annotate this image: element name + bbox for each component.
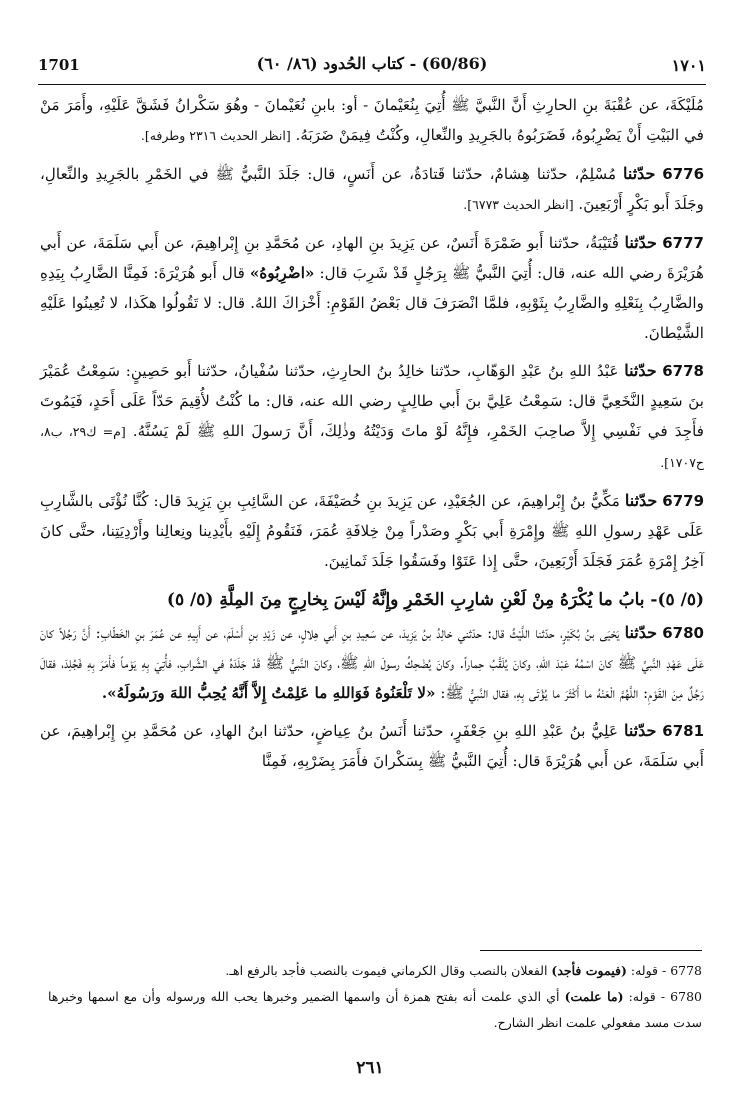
page-number-latin: 1701 <box>38 56 80 74</box>
hadith-text: مَكِّيُّ بنُ إِبْراهِيمَ، عن الجُعَيْدِ، عن يَزِيدَ بنِ خُصَيْفَةَ، عن السَّائِبِ بنِ يَزِيدَ قال: كُنَّا نُؤْتَى بالشَّارِبِ عَلَى عَهْدِ رسولِ اللهِ ﷺ وإِمْرَةِ أَبي بَكْرٍ وصَدْراً مِنْ خِلافَةِ عُمَرَ، فَنَقُومُ إِلَيْهِ بأَيْدِينا ونِعالِنا وأَرْدِيَتِنا، حتَّى كانَ آخِرُ إِمْرَةِ عُمَرَ فَجَلَدَ أَرْبَعِينَ، حتَّى إِذا عَتَوْا وفَسَقُوا جَلَدَ ثَمانِينَ. <box>40 492 704 570</box>
hadith-text: عَلِيُّ بنُ عَبْدِ اللهِ بنِ جَعْفَرٍ، حدّثنا أَنَسُ بنُ عِياضٍ، حدّثنا ابنُ الهادِ، عن مُحَمَّدِ بنِ إِبْراهِيمَ، عن أَبي سَلَمَةَ، عن أَبي هُرَيْرَةَ قال: أُتِيَ النَّبيُّ ﷺ بِسَكْرانَ فأَمَرَ بِضَرْبِهِ، فَمِنَّا <box>40 722 704 770</box>
hadith-6778 <box>40 356 704 478</box>
footnote <box>48 958 702 984</box>
footnote-text: أي الذي علمت أنه بفتح همزة أن واسمها الضمير وخبرها يحب الله ورسوله وأن مع اسمها وخبرها سدت مسد مفعولي علمت انظر الشارح. <box>48 989 702 1030</box>
narration-keyword: حدّثنا <box>623 164 656 183</box>
hadith-number: 6776 <box>662 165 705 183</box>
cross-reference: [م= ك٢٩، ب٨، ح١٧٠٧]. <box>40 424 704 470</box>
hadith-text: عَبْدُ اللهِ بنُ عَبْدِ الوَهّابِ، حدّثنا خالِدُ بنُ الحارِثِ، حدّثنا سُفْيانُ، حدّثنا أَبو حَصِينٍ: سَمِعْتُ عُمَيْرَ بنَ سَعِيدٍ النَّخَعِيَّ قال: سَمِعْتُ عَلِيَّ بنَ أَبي طالِبٍ رضي الله عنه، قال: ما كُنْتُ لأُقِيمَ حَدّاً عَلَى أَحَدٍ، فَيَمُوتَ فأَجِدَ في نَفْسِي إِلاَّ صاحِبَ الخَمْرِ، فإِنَّهُ لَوْ ماتَ وَدَيْتُهُ وذٰلِكَ، أَنَّ رَسولَ اللهِ ﷺ لَمْ يَسُنَّهُ. <box>40 362 704 440</box>
hadith-6780 <box>40 618 704 708</box>
narration-keyword: حدّثنا <box>624 233 657 252</box>
running-header <box>38 52 706 82</box>
page-number-arabic: ١٧٠١ <box>671 56 706 75</box>
footnote-divider <box>480 950 702 951</box>
hadith-6779 <box>40 486 704 576</box>
footnote-text: الفعلان بالنصب وقال الكرماني فيموت بالنصب فأجد بالرفع اهـ. <box>225 963 548 978</box>
prophetic-quote: «اضْرِبُوهُ» <box>249 264 315 282</box>
hadith-number: 6779 <box>662 492 705 510</box>
chapter-heading: (٥/ ٥)- بابُ ما يُكْرَهُ مِنْ لَعْنِ شارِبِ الخَمْرِ وإِنَّهُ لَيْسَ بِخارِجٍ مِنَ المِلَّةِ (٥/ ٥) <box>166 590 704 610</box>
footnote-term: (فيموت فأجد) <box>551 963 627 978</box>
footnote-lead: 6778 - قوله: <box>630 963 702 978</box>
header-divider <box>38 84 706 85</box>
narration-keyword: حدّثنا <box>624 491 658 510</box>
footnote-lead: 6780 - قوله: <box>628 989 702 1004</box>
hadith-6776 <box>40 159 704 220</box>
footnote-term: (ما علمت) <box>564 989 624 1004</box>
continuation-paragraph <box>40 90 704 151</box>
footnotes <box>48 958 702 1036</box>
hadith-number: 6781 <box>662 722 705 740</box>
hadith-6777 <box>40 228 704 348</box>
running-title: (60/86) - كتاب الحُدود (٨٦/ ٦٠) <box>256 54 488 73</box>
hadith-number: 6778 <box>662 362 704 380</box>
main-text <box>40 90 704 776</box>
hadith-number: 6777 <box>662 234 704 252</box>
prophetic-quote: «لا تَلْعَنُوهُ فَوَاللهِ ما عَلِمْتُ إِلاَّ أَنَّهُ يُحِبُّ اللهَ ورَسُولَهُ». <box>101 684 436 702</box>
narration-keyword: حدّثنا <box>623 721 657 740</box>
footer-page-number: ٢٦١ <box>356 1058 384 1078</box>
hadith-text: يَحْيَى بنُ بُكَيْرٍ، حدّثنا اللَّيْثُ قال: حدّثني خالِدُ بنُ يَزِيدَ، عن سَعِيدِ بنِ أَبي هِلالٍ، عن زَيْدِ بنِ أَسْلَمَ، عن أَبِيهِ عن عُمَرَ بنِ الخَطّابِ: أَنَّ رَجُلاً كانَ عَلَى عَهْدِ النَّبيِّ ﷺ كانَ اسْمُهُ عَبْدَ اللهِ، وكانَ يُلَقَّبُ حِماراً. وكانَ يُضْحِكُ رسولَ اللهِ ﷺ، وكانَ النَّبيُّ ﷺ قَدْ جَلَدَهُ في الشَّرابِ، فأُتِيَ بِهِ يَوْماً فأَمَرَ بِهِ فَجُلِدَ، فقالَ رَجُلٌ مِنَ القَوْمِ: اللَّهُمَّ الْعَنْهُ ما أَكْثَرَ ما يُؤْتَى بِهِ، فقال النَّبيُّ ﷺ: <box>40 624 704 702</box>
footnote <box>48 984 702 1036</box>
hadith-6781 <box>40 716 704 776</box>
cross-reference: [انظر الحديث ٢٣١٦ وطرفه]. <box>140 128 291 143</box>
hadith-number: 6780 <box>662 624 704 642</box>
hadith-text: مُسْلِمٌ، حدّثنا هِشامٌ، حدّثنا قَتادَةُ، عن أَنَسٍ، قال: جَلَدَ النَّبيُّ ﷺ في الخَمْرِ بالجَرِيدِ والنِّعالِ، وجَلَدَ أَبو بَكْرٍ أَرْبَعِينَ. <box>40 165 704 213</box>
hadith-text-continued: قال أَبو هُرَيْرَةَ: فَمِنَّا الضَّارِبُ بِيَدِهِ والضَّارِبُ بِنَعْلِهِ والضَّارِبُ بِثَوْبِهِ، فلمَّا انْصَرَفَ قال بَعْضُ القَوْمِ: أَخْزاكَ اللهُ. قال: لا تَقُولُوا هكَذا، لا تُعِينُوا عَلَيْهِ الشَّيْطانَ. <box>40 264 704 342</box>
cross-reference: [انظر الحديث ٦٧٧٣]. <box>463 197 574 212</box>
narration-keyword: حدّثنا <box>624 623 658 642</box>
continuation-text: مُلَيْكَةَ، عن عُقْبَةَ بنِ الحارِثِ أَنَّ النَّبيَّ ﷺ أُتِيَ بِنُعَيْمانَ - أو: بابنِ نُعَيْمانَ - وهُوَ سَكْرانُ فَشَقَّ عَلَيْهِ، وأَمَرَ مَنْ في البَيْتِ أَنْ يَضْرِبُوهُ، فَضَرَبُوهُ بالجَرِيدِ والنِّعالِ، وكُنْتُ فِيمَنْ ضَرَبَهُ. <box>40 96 704 144</box>
narration-keyword: حدّثنا <box>624 361 657 380</box>
hadith-text: قُتَيْبَةُ، حدّثنا أَبو ضَمْرَةَ أَنَسٌ، عن يَزِيدَ بنِ الهادِ، عن مُحَمَّدِ بنِ إِبْراهِيمَ، عن أَبي سَلَمَةَ، عن أَبي هُرَيْرَةَ رضي الله عنه، قال: أُتِيَ النَّبيُّ ﷺ بِرَجُلٍ قَدْ شَرِبَ قال: <box>40 234 704 282</box>
